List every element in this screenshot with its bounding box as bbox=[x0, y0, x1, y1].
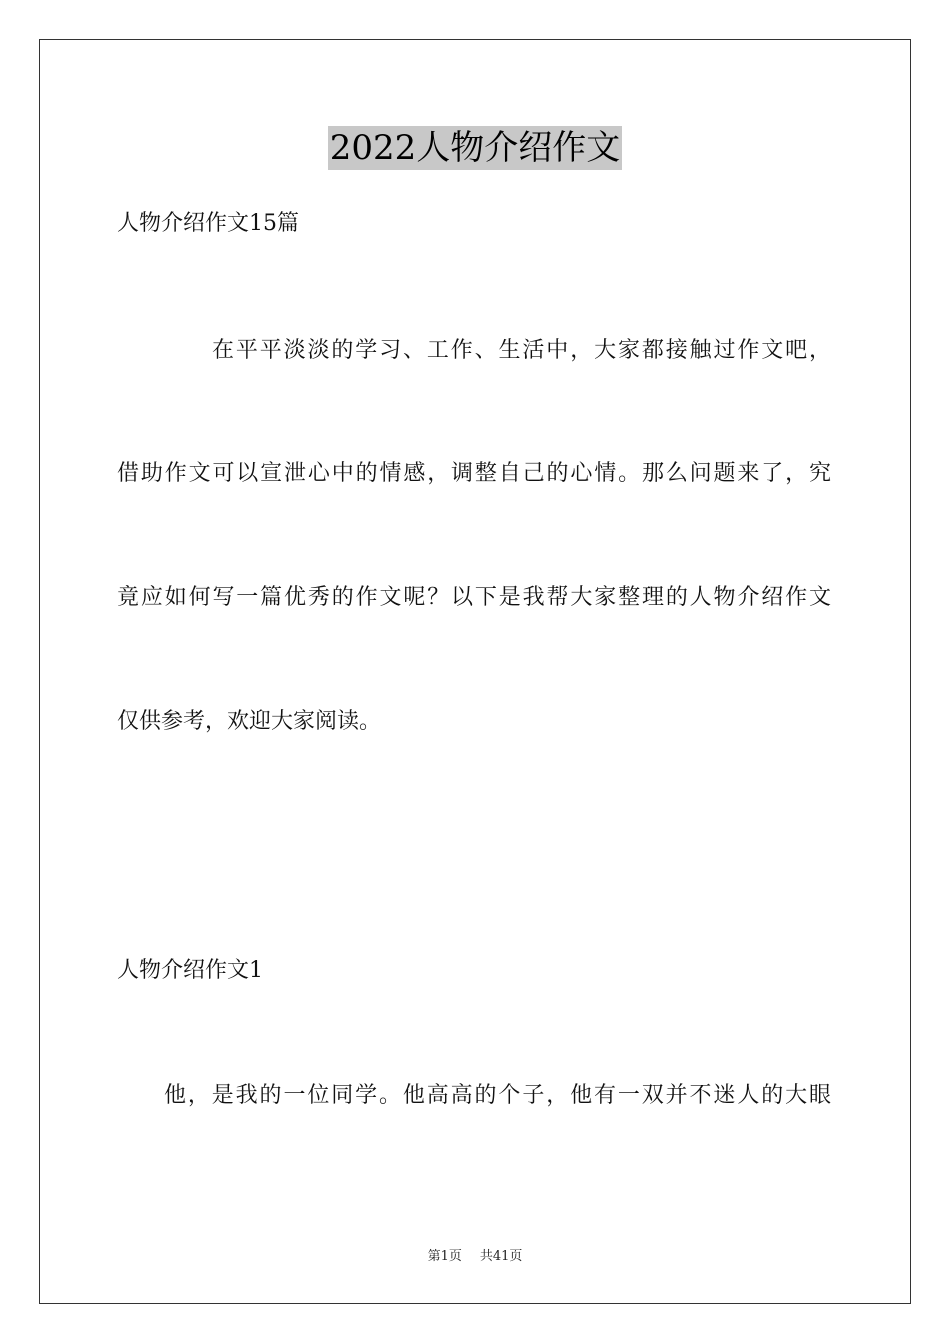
section-body-line-1: 他，是我的一位同学。他高高的个子，他有一双并不迷人的大眼 bbox=[164, 1083, 831, 1108]
document-subtitle: 人物介绍作文15篇 bbox=[117, 211, 299, 236]
page-number-total: 共41页 bbox=[479, 1249, 523, 1264]
intro-line-3: 竟应如何写一篇优秀的作文呢？以下是我帮大家整理的人物介绍作文 bbox=[117, 585, 831, 610]
page-number-current: 第1页 bbox=[427, 1249, 462, 1264]
section-heading: 人物介绍作文1 bbox=[117, 958, 263, 983]
title-container bbox=[0, 126, 950, 170]
document-title: 2022人物介绍作文 bbox=[329, 128, 621, 168]
intro-line-1: 在平平淡淡的学习、工作、生活中，大家都接触过作文吧， bbox=[212, 338, 831, 363]
intro-line-2: 借助作文可以宣泄心中的情感，调整自己的心情。那么问题来了，究 bbox=[117, 461, 831, 486]
page-footer bbox=[0, 1248, 950, 1266]
intro-line-4: 仅供参考，欢迎大家阅读。 bbox=[117, 709, 382, 734]
